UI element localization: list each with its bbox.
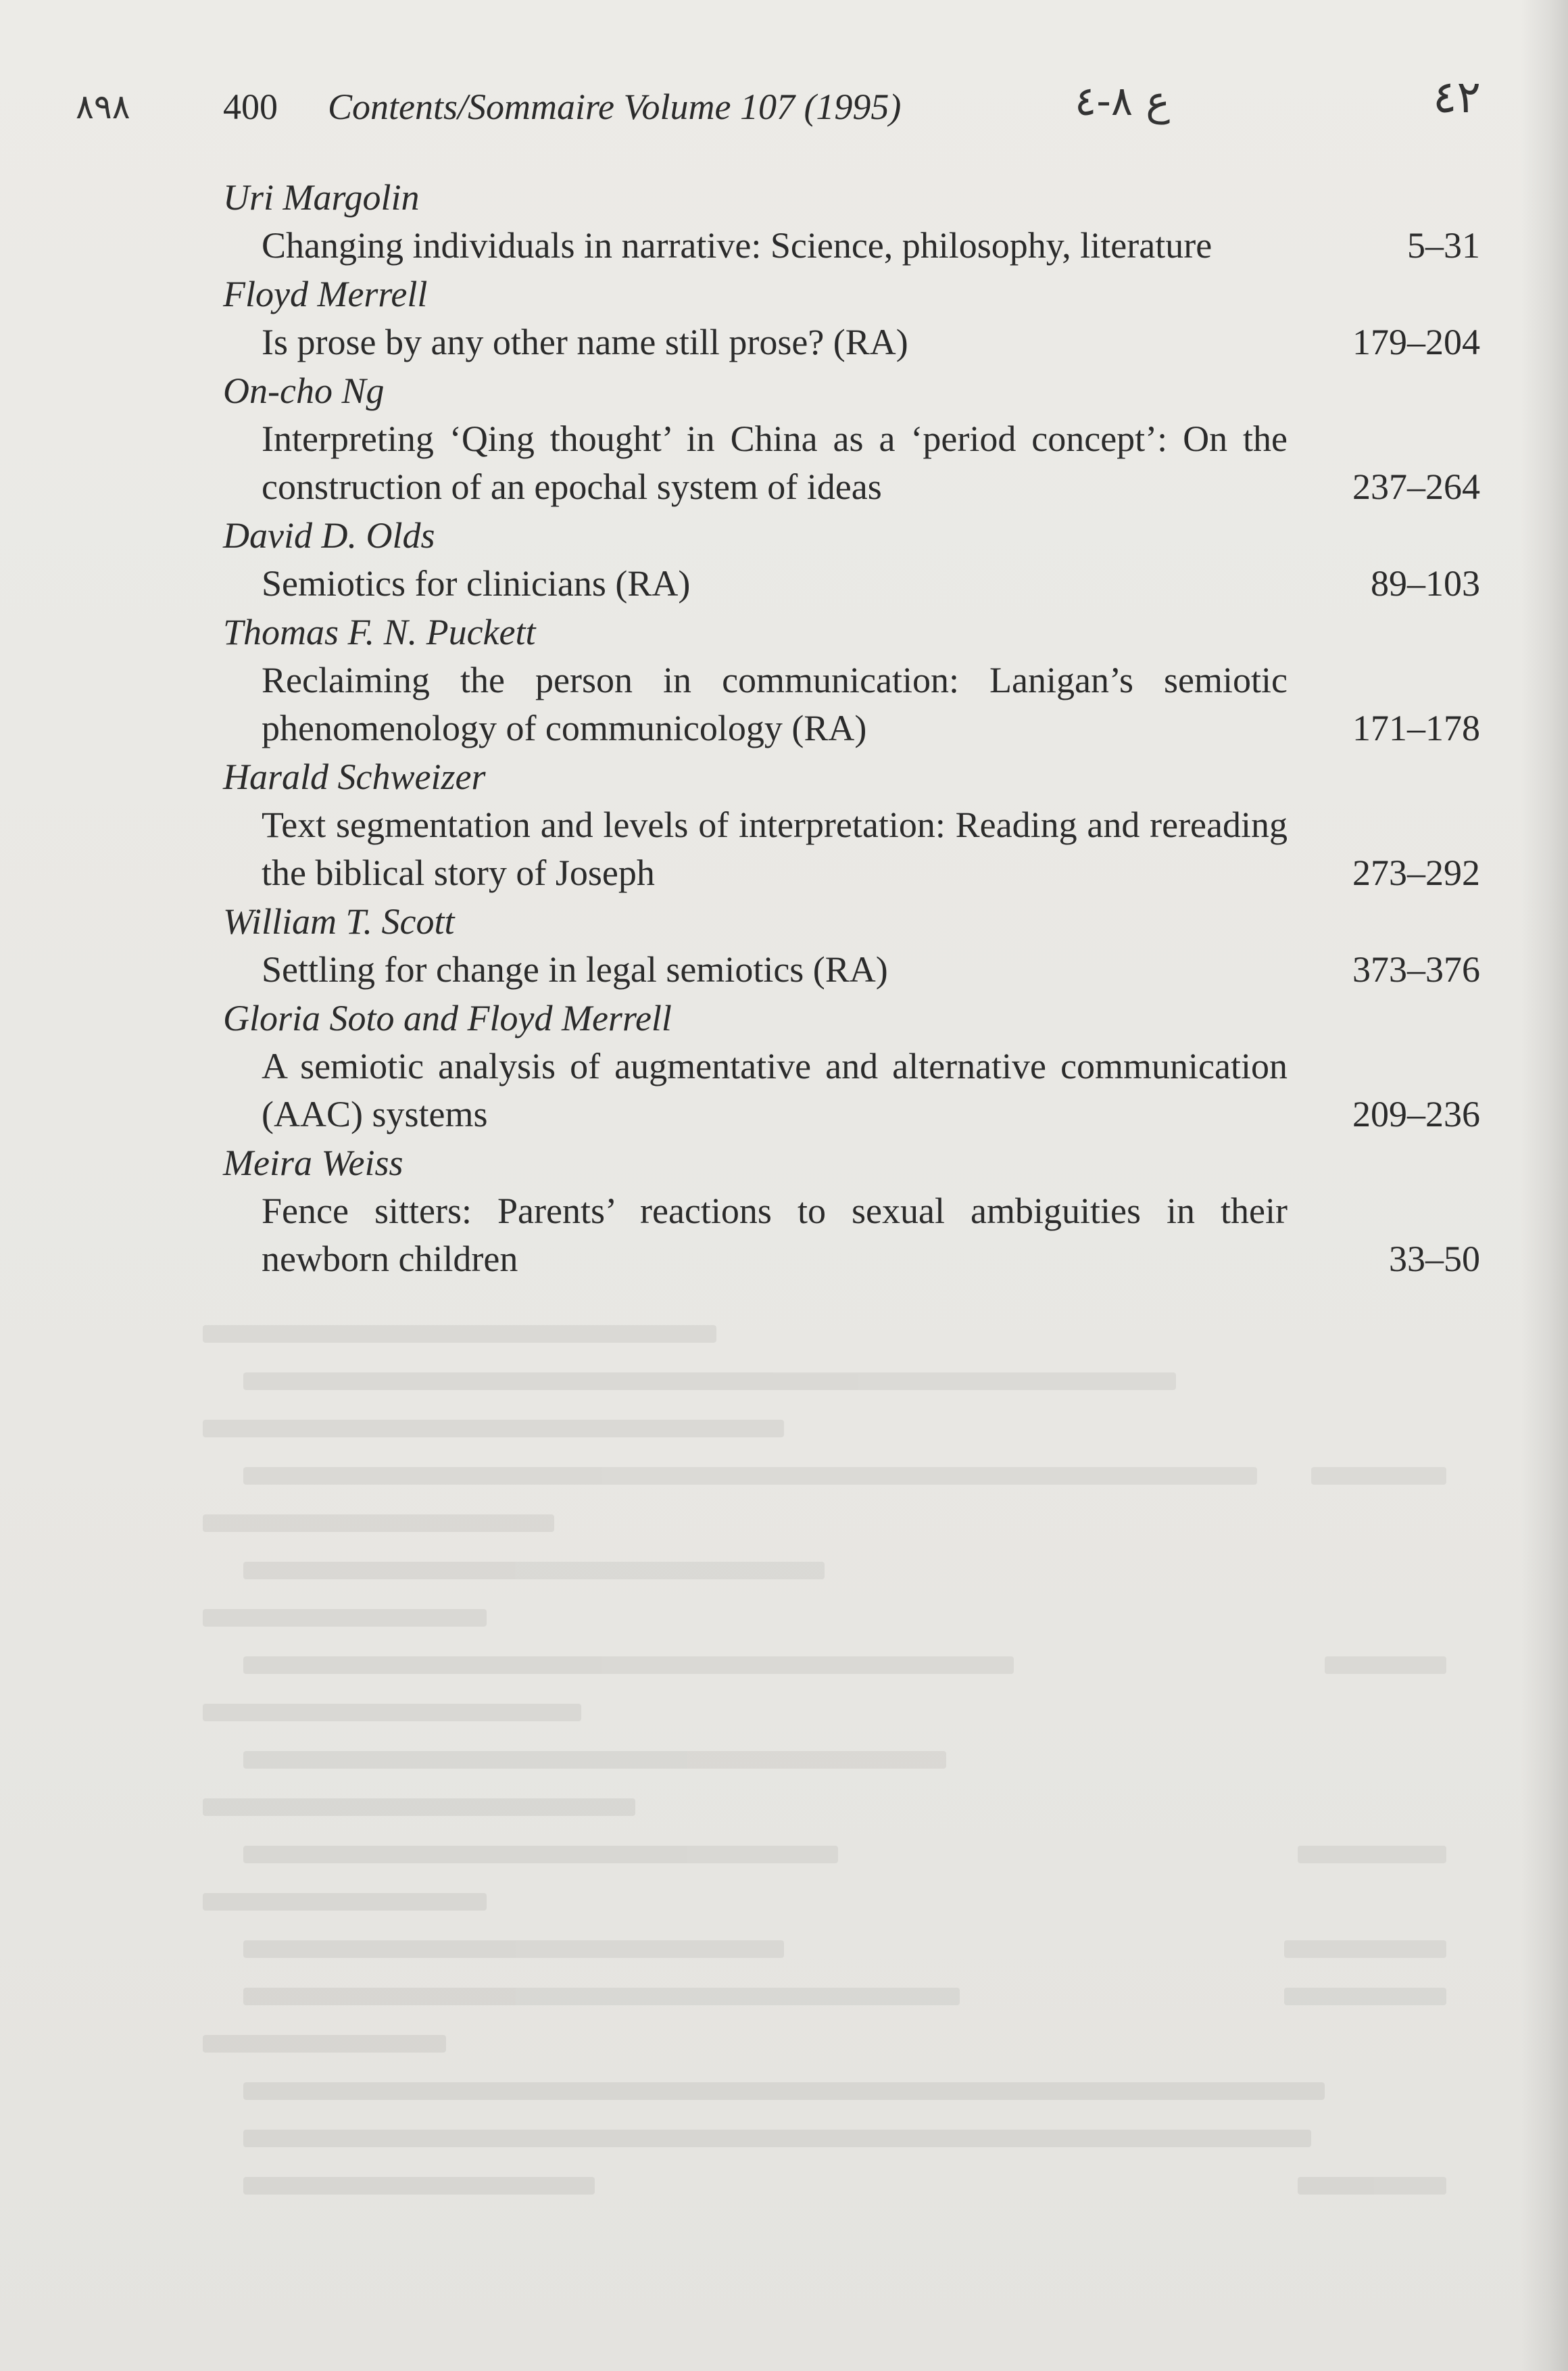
contents-entry	[0, 1139, 1568, 1283]
entry-title: Reclaiming the person in communication: Lanigan’s semiotic phenomenology of communicology (RA)	[262, 660, 1288, 748]
contents-entry	[0, 994, 1568, 1139]
entry-author: David D. Olds	[223, 515, 435, 556]
entry-title: Interpreting ‘Qing thought’ in China as a ‘period concept’: On the construction of an epochal system of ideas	[262, 418, 1288, 507]
entry-author: Meira Weiss	[223, 1143, 403, 1183]
entry-title: Changing individuals in narrative: Science, philosophy, literature	[262, 225, 1212, 266]
entry-title: Semiotics for clinicians (RA)	[262, 563, 691, 604]
entry-pages: 89–103	[1371, 563, 1480, 604]
entry-title: Is prose by any other name still prose? (RA)	[262, 322, 908, 362]
entry-title-row	[0, 415, 1568, 511]
handwritten-note-right: ٤٢	[1433, 71, 1481, 123]
entry-title-row	[0, 318, 1568, 366]
entry-pages: 171–178	[1352, 708, 1480, 748]
entry-author: William T. Scott	[223, 901, 455, 942]
entry-title: Fence sitters: Parents’ reactions to sexual ambiguities in their newborn children	[262, 1191, 1288, 1279]
entry-pages: 33–50	[1389, 1239, 1480, 1279]
entry-author: Floyd Merrell	[223, 274, 428, 314]
contents-entry	[0, 173, 1568, 270]
handwritten-note-middle: ع ٨-٤	[1075, 78, 1170, 125]
contents-entry	[0, 897, 1568, 994]
entry-author: On-cho Ng	[223, 370, 385, 411]
entry-pages: 237–264	[1352, 466, 1480, 507]
entry-pages: 179–204	[1352, 322, 1480, 362]
page-header	[0, 71, 1568, 134]
page-number: 400	[223, 87, 278, 127]
handwritten-note-left: ٨٩٨	[76, 87, 130, 126]
entry-title: Settling for change in legal semiotics (RA)	[262, 949, 888, 990]
bleed-through-text	[203, 1325, 1487, 2238]
entry-pages: 5–31	[1407, 225, 1480, 266]
entry-title-row	[0, 560, 1568, 608]
entry-title-row	[0, 222, 1568, 270]
running-title: Contents/Sommaire Volume 107 (1995)	[328, 87, 902, 127]
entry-author: Harald Schweizer	[223, 757, 486, 797]
entry-title-row	[0, 1043, 1568, 1139]
entry-pages: 273–292	[1352, 853, 1480, 893]
entry-author: Thomas F. N. Puckett	[223, 612, 536, 652]
entry-title-row	[0, 801, 1568, 897]
contents-entry	[0, 270, 1568, 366]
entry-title: Text segmentation and levels of interpretation: Reading and rereading the biblical story of Joseph	[262, 805, 1288, 893]
contents-entry	[0, 511, 1568, 608]
contents-entry	[0, 752, 1568, 897]
contents-entry	[0, 366, 1568, 511]
entry-title-row	[0, 1187, 1568, 1283]
entry-pages: 373–376	[1352, 949, 1480, 990]
contents-list	[0, 173, 1568, 1283]
entry-title: A semiotic analysis of augmentative and alternative communication (AAC) systems	[262, 1046, 1288, 1134]
entry-title-row	[0, 656, 1568, 752]
entry-title-row	[0, 946, 1568, 994]
contents-entry	[0, 608, 1568, 752]
entry-pages: 209–236	[1352, 1094, 1480, 1134]
entry-author: Uri Margolin	[223, 177, 420, 218]
entry-author: Gloria Soto and Floyd Merrell	[223, 998, 672, 1038]
